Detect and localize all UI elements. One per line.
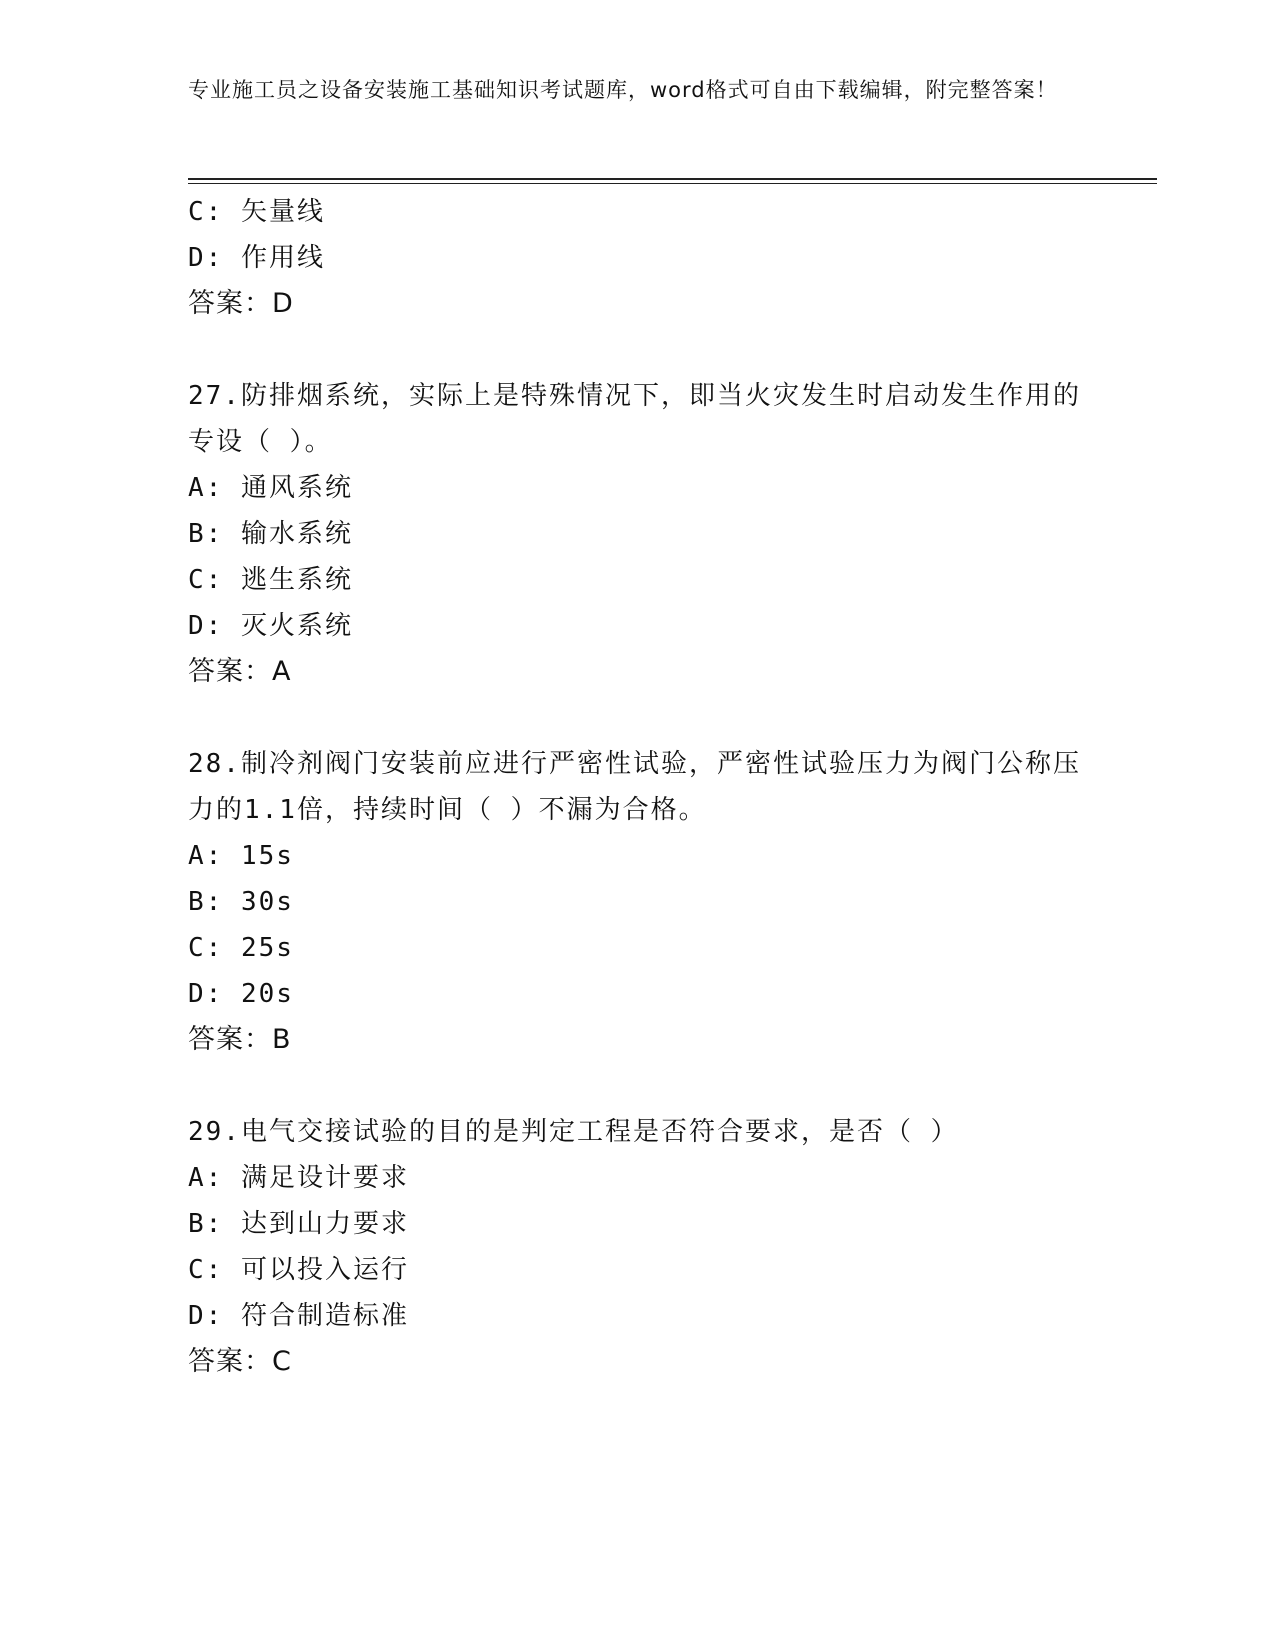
option-c: C: 25s <box>188 933 294 963</box>
option-c: C: 逃生系统 <box>188 565 353 595</box>
prev-question-block <box>188 189 1088 327</box>
option-b: B: 30s <box>188 887 294 917</box>
spacer <box>188 327 1088 373</box>
document-header <box>188 74 1068 106</box>
question-text: 29.电气交接试验的目的是判定工程是否符合要求，是否（ ） <box>188 1117 959 1147</box>
answer-line: 答案：C <box>188 1346 292 1377</box>
option-d: D: 20s <box>188 979 294 1009</box>
answer-line: 答案：D <box>188 288 294 319</box>
question-text: 27.防排烟系统，实际上是特殊情况下，即当火灾发生时启动发生作用的专设（ ）。 <box>188 381 1081 457</box>
header-rule-thin <box>188 183 1157 184</box>
question-29 <box>188 1109 1088 1385</box>
option-b: B: 达到山力要求 <box>188 1209 409 1239</box>
question-28 <box>188 741 1088 1063</box>
option-c: C: 矢量线 <box>188 197 325 227</box>
option-a: A: 15s <box>188 841 294 871</box>
spacer <box>188 1063 1088 1109</box>
question-text: 28.制冷剂阀门安装前应进行严密性试验，严密性试验压力为阀门公称压力的1.1倍，持续时间（ ）不漏为合格。 <box>188 749 1081 825</box>
option-d: D: 符合制造标准 <box>188 1301 409 1331</box>
header-title: 专业施工员之设备安装施工基础知识考试题库，word格式可自由下载编辑，附完整答案！ <box>188 78 1058 102</box>
answer-line: 答案：A <box>188 656 292 687</box>
answer-line: 答案：B <box>188 1024 292 1055</box>
option-a: A: 满足设计要求 <box>188 1163 409 1193</box>
spacer <box>188 695 1088 741</box>
option-b: B: 输水系统 <box>188 519 353 549</box>
option-d: D: 作用线 <box>188 243 325 273</box>
header-rule-thick <box>188 178 1157 180</box>
question-27 <box>188 373 1088 695</box>
option-a: A: 通风系统 <box>188 473 353 503</box>
option-d: D: 灭火系统 <box>188 611 353 641</box>
question-content <box>188 189 1088 1385</box>
option-c: C: 可以投入运行 <box>188 1255 409 1285</box>
